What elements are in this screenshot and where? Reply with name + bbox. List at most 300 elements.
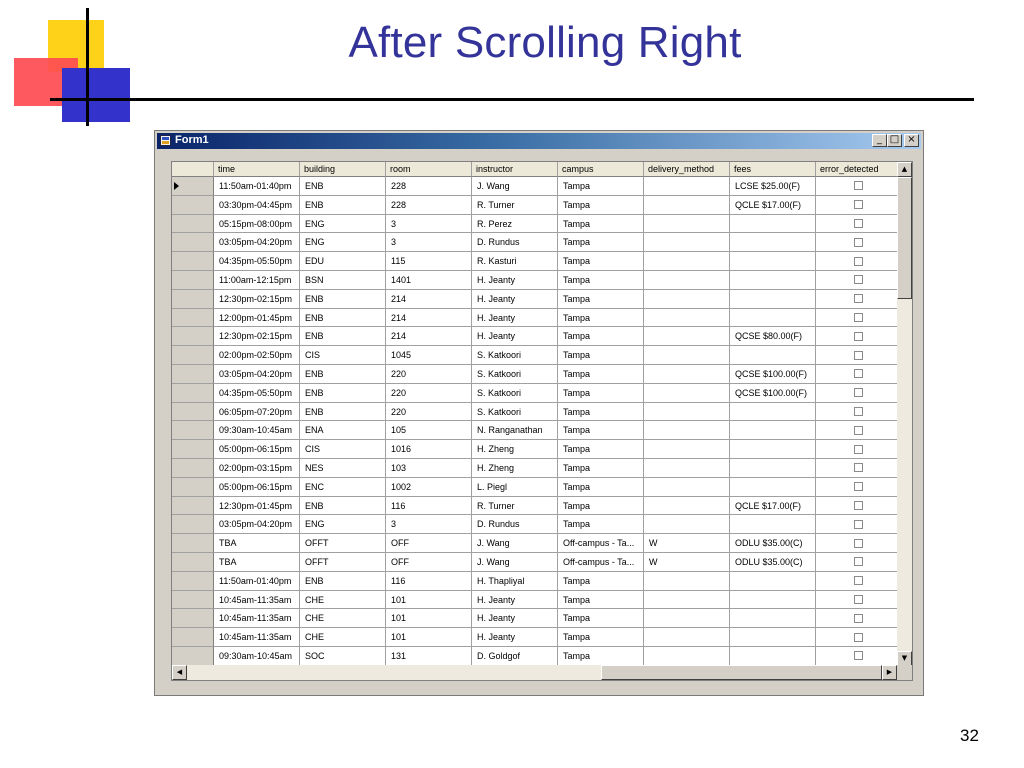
column-header-time[interactable]: time [214, 162, 300, 177]
cell-building[interactable]: ENB [300, 290, 386, 309]
cell-instructor[interactable]: H. Zheng [472, 459, 558, 478]
cell-fees[interactable] [730, 421, 816, 440]
column-header-delivery-method[interactable]: delivery_method [644, 162, 730, 177]
cell-error-detected[interactable] [816, 271, 902, 290]
form-app-icon[interactable] [160, 135, 171, 146]
row-header[interactable] [172, 591, 214, 610]
cell-fees[interactable] [730, 233, 816, 252]
cell-error-detected[interactable] [816, 252, 902, 271]
cell-campus[interactable]: Tampa [558, 384, 644, 403]
vertical-scroll-thumb[interactable] [897, 177, 912, 299]
cell-error-detected[interactable] [816, 515, 902, 534]
cell-time[interactable]: 05:00pm-06:15pm [214, 478, 300, 497]
cell-campus[interactable]: Tampa [558, 609, 644, 628]
row-header[interactable] [172, 252, 214, 271]
column-header-room[interactable]: room [386, 162, 472, 177]
error-detected-checkbox[interactable] [854, 520, 863, 529]
cell-building[interactable]: CHE [300, 609, 386, 628]
cell-instructor[interactable]: J. Wang [472, 177, 558, 196]
cell-room[interactable]: 3 [386, 233, 472, 252]
row-header[interactable] [172, 271, 214, 290]
cell-instructor[interactable]: L. Piegl [472, 478, 558, 497]
cell-error-detected[interactable] [816, 628, 902, 647]
cell-room[interactable]: 101 [386, 609, 472, 628]
cell-instructor[interactable]: R. Perez [472, 215, 558, 234]
table-row[interactable] [172, 365, 902, 384]
error-detected-checkbox[interactable] [854, 332, 863, 341]
cell-building[interactable]: ENC [300, 478, 386, 497]
cell-campus[interactable]: Tampa [558, 478, 644, 497]
cell-room[interactable]: 228 [386, 177, 472, 196]
cell-delivery-method[interactable] [644, 365, 730, 384]
row-header[interactable] [172, 534, 214, 553]
cell-delivery-method[interactable] [644, 497, 730, 516]
cell-delivery-method[interactable] [644, 515, 730, 534]
cell-time[interactable]: 12:30pm-02:15pm [214, 327, 300, 346]
cell-fees[interactable] [730, 515, 816, 534]
row-header[interactable] [172, 421, 214, 440]
cell-delivery-method[interactable] [644, 215, 730, 234]
table-row[interactable] [172, 384, 902, 403]
cell-instructor[interactable]: H. Jeanty [472, 309, 558, 328]
cell-time[interactable]: 11:50am-01:40pm [214, 572, 300, 591]
cell-campus[interactable]: Off-campus - Ta... [558, 534, 644, 553]
row-header[interactable] [172, 647, 214, 666]
minimize-button[interactable]: _ [872, 134, 887, 147]
cell-building[interactable]: ENB [300, 177, 386, 196]
row-header[interactable] [172, 177, 214, 196]
horizontal-scroll-thumb[interactable] [601, 665, 882, 680]
cell-error-detected[interactable] [816, 327, 902, 346]
cell-fees[interactable] [730, 591, 816, 610]
table-row[interactable] [172, 271, 902, 290]
cell-time[interactable]: 05:15pm-08:00pm [214, 215, 300, 234]
table-row[interactable] [172, 609, 902, 628]
cell-delivery-method[interactable] [644, 252, 730, 271]
cell-building[interactable]: OFFT [300, 534, 386, 553]
cell-campus[interactable]: Tampa [558, 591, 644, 610]
cell-fees[interactable]: QCSE $100.00(F) [730, 365, 816, 384]
cell-building[interactable]: CIS [300, 346, 386, 365]
cell-campus[interactable]: Tampa [558, 271, 644, 290]
cell-instructor[interactable]: J. Wang [472, 553, 558, 572]
cell-instructor[interactable]: H. Jeanty [472, 628, 558, 647]
cell-error-detected[interactable] [816, 421, 902, 440]
table-row[interactable] [172, 177, 902, 196]
cell-building[interactable]: SOC [300, 647, 386, 666]
cell-campus[interactable]: Tampa [558, 365, 644, 384]
cell-building[interactable]: EDU [300, 252, 386, 271]
error-detected-checkbox[interactable] [854, 351, 863, 360]
row-header[interactable] [172, 609, 214, 628]
error-detected-checkbox[interactable] [854, 313, 863, 322]
cell-delivery-method[interactable] [644, 384, 730, 403]
cell-instructor[interactable]: D. Rundus [472, 233, 558, 252]
cell-building[interactable]: NES [300, 459, 386, 478]
cell-building[interactable]: ENG [300, 233, 386, 252]
cell-building[interactable]: ENB [300, 497, 386, 516]
error-detected-checkbox[interactable] [854, 275, 863, 284]
cell-error-detected[interactable] [816, 215, 902, 234]
cell-time[interactable]: 02:00pm-03:15pm [214, 459, 300, 478]
cell-error-detected[interactable] [816, 290, 902, 309]
cell-instructor[interactable]: H. Thapliyal [472, 572, 558, 591]
cell-fees[interactable] [730, 609, 816, 628]
cell-building[interactable]: ENB [300, 327, 386, 346]
table-row[interactable] [172, 196, 902, 215]
cell-fees[interactable] [730, 252, 816, 271]
cell-building[interactable]: CHE [300, 591, 386, 610]
cell-campus[interactable]: Tampa [558, 515, 644, 534]
error-detected-checkbox[interactable] [854, 238, 863, 247]
cell-instructor[interactable]: R. Kasturi [472, 252, 558, 271]
cell-time[interactable]: 12:30pm-02:15pm [214, 290, 300, 309]
table-row[interactable] [172, 252, 902, 271]
cell-instructor[interactable]: H. Zheng [472, 440, 558, 459]
cell-fees[interactable] [730, 628, 816, 647]
cell-campus[interactable]: Tampa [558, 346, 644, 365]
scroll-right-arrow-icon[interactable]: ▶ [882, 665, 897, 680]
error-detected-checkbox[interactable] [854, 181, 863, 190]
cell-instructor[interactable]: S. Katkoori [472, 346, 558, 365]
cell-delivery-method[interactable] [644, 609, 730, 628]
cell-delivery-method[interactable] [644, 647, 730, 666]
cell-building[interactable]: ENA [300, 421, 386, 440]
cell-delivery-method[interactable] [644, 591, 730, 610]
cell-instructor[interactable]: R. Turner [472, 196, 558, 215]
cell-delivery-method[interactable] [644, 177, 730, 196]
error-detected-checkbox[interactable] [854, 576, 863, 585]
cell-campus[interactable]: Tampa [558, 290, 644, 309]
cell-error-detected[interactable] [816, 440, 902, 459]
cell-error-detected[interactable] [816, 591, 902, 610]
cell-fees[interactable] [730, 478, 816, 497]
error-detected-checkbox[interactable] [854, 482, 863, 491]
cell-time[interactable]: 09:30am-10:45am [214, 647, 300, 666]
cell-delivery-method[interactable] [644, 233, 730, 252]
cell-room[interactable]: 105 [386, 421, 472, 440]
cell-room[interactable]: 1045 [386, 346, 472, 365]
cell-fees[interactable] [730, 290, 816, 309]
cell-room[interactable]: 220 [386, 365, 472, 384]
cell-time[interactable]: 12:30pm-01:45pm [214, 497, 300, 516]
cell-time[interactable]: 09:30am-10:45am [214, 421, 300, 440]
row-header[interactable] [172, 215, 214, 234]
row-header[interactable] [172, 233, 214, 252]
cell-fees[interactable] [730, 647, 816, 666]
table-row[interactable] [172, 553, 902, 572]
error-detected-checkbox[interactable] [854, 426, 863, 435]
cell-instructor[interactable]: S. Katkoori [472, 403, 558, 422]
horizontal-scrollbar[interactable] [172, 665, 897, 680]
cell-delivery-method[interactable] [644, 421, 730, 440]
cell-time[interactable]: 05:00pm-06:15pm [214, 440, 300, 459]
cell-room[interactable]: 116 [386, 572, 472, 591]
window-titlebar[interactable] [157, 133, 921, 149]
cell-building[interactable]: ENG [300, 515, 386, 534]
cell-fees[interactable]: ODLU $35.00(C) [730, 534, 816, 553]
cell-campus[interactable]: Tampa [558, 497, 644, 516]
error-detected-checkbox[interactable] [854, 595, 863, 604]
cell-error-detected[interactable] [816, 497, 902, 516]
cell-time[interactable]: 11:50am-01:40pm [214, 177, 300, 196]
cell-fees[interactable] [730, 440, 816, 459]
cell-time[interactable]: 06:05pm-07:20pm [214, 403, 300, 422]
cell-room[interactable]: 101 [386, 628, 472, 647]
cell-time[interactable]: 10:45am-11:35am [214, 591, 300, 610]
error-detected-checkbox[interactable] [854, 294, 863, 303]
cell-fees[interactable] [730, 309, 816, 328]
cell-campus[interactable]: Tampa [558, 309, 644, 328]
error-detected-checkbox[interactable] [854, 445, 863, 454]
cell-building[interactable]: ENB [300, 365, 386, 384]
cell-room[interactable]: 228 [386, 196, 472, 215]
cell-error-detected[interactable] [816, 233, 902, 252]
error-detected-checkbox[interactable] [854, 369, 863, 378]
cell-delivery-method[interactable] [644, 346, 730, 365]
cell-room[interactable]: 1016 [386, 440, 472, 459]
cell-time[interactable]: 03:05pm-04:20pm [214, 515, 300, 534]
cell-time[interactable]: 03:05pm-04:20pm [214, 233, 300, 252]
cell-error-detected[interactable] [816, 572, 902, 591]
cell-error-detected[interactable] [816, 309, 902, 328]
cell-building[interactable]: ENB [300, 309, 386, 328]
scroll-up-arrow-icon[interactable]: ▲ [897, 162, 912, 177]
cell-fees[interactable] [730, 572, 816, 591]
cell-error-detected[interactable] [816, 609, 902, 628]
close-button[interactable]: × [904, 134, 919, 147]
cell-time[interactable]: 10:45am-11:35am [214, 609, 300, 628]
row-header[interactable] [172, 346, 214, 365]
cell-building[interactable]: ENB [300, 403, 386, 422]
cell-room[interactable]: 220 [386, 403, 472, 422]
column-header-instructor[interactable]: instructor [472, 162, 558, 177]
table-row[interactable] [172, 497, 902, 516]
cell-instructor[interactable]: D. Rundus [472, 515, 558, 534]
cell-delivery-method[interactable] [644, 403, 730, 422]
scroll-left-arrow-icon[interactable]: ◀ [172, 665, 187, 680]
cell-delivery-method[interactable] [644, 290, 730, 309]
error-detected-checkbox[interactable] [854, 257, 863, 266]
cell-error-detected[interactable] [816, 647, 902, 666]
cell-campus[interactable]: Tampa [558, 403, 644, 422]
row-header[interactable] [172, 327, 214, 346]
cell-time[interactable]: 12:00pm-01:45pm [214, 309, 300, 328]
cell-delivery-method[interactable]: W [644, 553, 730, 572]
cell-instructor[interactable]: R. Turner [472, 497, 558, 516]
cell-fees[interactable]: QCLE $17.00(F) [730, 196, 816, 215]
cell-room[interactable]: 220 [386, 384, 472, 403]
cell-error-detected[interactable] [816, 553, 902, 572]
cell-campus[interactable]: Tampa [558, 459, 644, 478]
table-row[interactable] [172, 459, 902, 478]
cell-room[interactable]: 3 [386, 215, 472, 234]
row-header[interactable] [172, 365, 214, 384]
cell-building[interactable]: ENB [300, 384, 386, 403]
cell-instructor[interactable]: J. Wang [472, 534, 558, 553]
cell-fees[interactable]: QCSE $80.00(F) [730, 327, 816, 346]
error-detected-checkbox[interactable] [854, 463, 863, 472]
cell-campus[interactable]: Tampa [558, 440, 644, 459]
table-row[interactable] [172, 421, 902, 440]
cell-room[interactable]: OFF [386, 534, 472, 553]
cell-room[interactable]: 101 [386, 591, 472, 610]
table-row[interactable] [172, 515, 902, 534]
cell-instructor[interactable]: S. Katkoori [472, 384, 558, 403]
cell-time[interactable]: 04:35pm-05:50pm [214, 384, 300, 403]
cell-room[interactable]: 214 [386, 309, 472, 328]
column-header-fees[interactable]: fees [730, 162, 816, 177]
cell-fees[interactable] [730, 271, 816, 290]
table-row[interactable] [172, 534, 902, 553]
table-row[interactable] [172, 572, 902, 591]
cell-time[interactable]: TBA [214, 553, 300, 572]
cell-error-detected[interactable] [816, 403, 902, 422]
cell-instructor[interactable]: H. Jeanty [472, 271, 558, 290]
cell-fees[interactable] [730, 346, 816, 365]
cell-room[interactable]: 131 [386, 647, 472, 666]
cell-fees[interactable]: QCLE $17.00(F) [730, 497, 816, 516]
cell-fees[interactable]: LCSE $25.00(F) [730, 177, 816, 196]
cell-error-detected[interactable] [816, 534, 902, 553]
cell-instructor[interactable]: H. Jeanty [472, 290, 558, 309]
table-row[interactable] [172, 478, 902, 497]
error-detected-checkbox[interactable] [854, 557, 863, 566]
table-row[interactable] [172, 440, 902, 459]
error-detected-checkbox[interactable] [854, 200, 863, 209]
cell-delivery-method[interactable] [644, 196, 730, 215]
cell-campus[interactable]: Tampa [558, 327, 644, 346]
cell-fees[interactable] [730, 215, 816, 234]
cell-delivery-method[interactable] [644, 327, 730, 346]
cell-building[interactable]: BSN [300, 271, 386, 290]
row-header[interactable] [172, 478, 214, 497]
table-row[interactable] [172, 290, 902, 309]
cell-instructor[interactable]: H. Jeanty [472, 591, 558, 610]
cell-fees[interactable] [730, 459, 816, 478]
error-detected-checkbox[interactable] [854, 633, 863, 642]
cell-room[interactable]: 103 [386, 459, 472, 478]
cell-delivery-method[interactable] [644, 440, 730, 459]
row-header[interactable] [172, 628, 214, 647]
cell-time[interactable]: 10:45am-11:35am [214, 628, 300, 647]
cell-time[interactable]: 04:35pm-05:50pm [214, 252, 300, 271]
row-header[interactable] [172, 403, 214, 422]
table-row[interactable] [172, 647, 902, 666]
cell-error-detected[interactable] [816, 459, 902, 478]
cell-delivery-method[interactable] [644, 459, 730, 478]
row-header[interactable] [172, 384, 214, 403]
vertical-scrollbar[interactable] [897, 162, 912, 666]
error-detected-checkbox[interactable] [854, 407, 863, 416]
row-header[interactable] [172, 309, 214, 328]
cell-delivery-method[interactable] [644, 271, 730, 290]
cell-campus[interactable]: Tampa [558, 421, 644, 440]
cell-room[interactable]: 1002 [386, 478, 472, 497]
cell-campus[interactable]: Tampa [558, 628, 644, 647]
table-row[interactable] [172, 233, 902, 252]
cell-instructor[interactable]: H. Jeanty [472, 609, 558, 628]
cell-building[interactable]: ENG [300, 215, 386, 234]
table-row[interactable] [172, 309, 902, 328]
column-header-campus[interactable]: campus [558, 162, 644, 177]
cell-fees[interactable] [730, 403, 816, 422]
row-header[interactable] [172, 553, 214, 572]
data-grid[interactable] [171, 161, 913, 681]
row-header[interactable] [172, 515, 214, 534]
cell-delivery-method[interactable] [644, 478, 730, 497]
error-detected-checkbox[interactable] [854, 388, 863, 397]
cell-delivery-method[interactable] [644, 628, 730, 647]
cell-room[interactable]: 214 [386, 327, 472, 346]
cell-error-detected[interactable] [816, 384, 902, 403]
cell-instructor[interactable]: N. Ranganathan [472, 421, 558, 440]
cell-delivery-method[interactable] [644, 572, 730, 591]
table-row[interactable] [172, 591, 902, 610]
table-row[interactable] [172, 327, 902, 346]
cell-instructor[interactable]: H. Jeanty [472, 327, 558, 346]
cell-time[interactable]: 03:05pm-04:20pm [214, 365, 300, 384]
table-row[interactable] [172, 346, 902, 365]
cell-instructor[interactable]: S. Katkoori [472, 365, 558, 384]
cell-room[interactable]: 3 [386, 515, 472, 534]
error-detected-checkbox[interactable] [854, 614, 863, 623]
row-header[interactable] [172, 572, 214, 591]
column-header-building[interactable]: building [300, 162, 386, 177]
row-header[interactable] [172, 459, 214, 478]
cell-room[interactable]: 1401 [386, 271, 472, 290]
row-header[interactable] [172, 497, 214, 516]
cell-campus[interactable]: Tampa [558, 233, 644, 252]
cell-room[interactable]: 214 [386, 290, 472, 309]
cell-instructor[interactable]: D. Goldgof [472, 647, 558, 666]
cell-building[interactable]: CIS [300, 440, 386, 459]
cell-fees[interactable]: QCSE $100.00(F) [730, 384, 816, 403]
cell-campus[interactable]: Tampa [558, 196, 644, 215]
cell-room[interactable]: 116 [386, 497, 472, 516]
cell-time[interactable]: 03:30pm-04:45pm [214, 196, 300, 215]
cell-campus[interactable]: Tampa [558, 647, 644, 666]
table-row[interactable] [172, 403, 902, 422]
maximize-button[interactable]: □ [887, 134, 902, 147]
cell-campus[interactable]: Tampa [558, 215, 644, 234]
cell-room[interactable]: OFF [386, 553, 472, 572]
cell-error-detected[interactable] [816, 346, 902, 365]
table-row[interactable] [172, 628, 902, 647]
cell-building[interactable]: OFFT [300, 553, 386, 572]
cell-campus[interactable]: Tampa [558, 572, 644, 591]
cell-time[interactable]: 02:00pm-02:50pm [214, 346, 300, 365]
cell-delivery-method[interactable] [644, 309, 730, 328]
error-detected-checkbox[interactable] [854, 501, 863, 510]
error-detected-checkbox[interactable] [854, 219, 863, 228]
cell-building[interactable]: ENB [300, 572, 386, 591]
cell-building[interactable]: ENB [300, 196, 386, 215]
cell-error-detected[interactable] [816, 365, 902, 384]
row-header[interactable] [172, 196, 214, 215]
cell-time[interactable]: 11:00am-12:15pm [214, 271, 300, 290]
column-header-error-detected[interactable]: error_detected [816, 162, 902, 177]
table-row[interactable] [172, 215, 902, 234]
cell-campus[interactable]: Tampa [558, 252, 644, 271]
cell-building[interactable]: CHE [300, 628, 386, 647]
row-header[interactable] [172, 440, 214, 459]
row-header[interactable] [172, 290, 214, 309]
error-detected-checkbox[interactable] [854, 539, 863, 548]
cell-fees[interactable]: ODLU $35.00(C) [730, 553, 816, 572]
cell-error-detected[interactable] [816, 196, 902, 215]
cell-room[interactable]: 115 [386, 252, 472, 271]
